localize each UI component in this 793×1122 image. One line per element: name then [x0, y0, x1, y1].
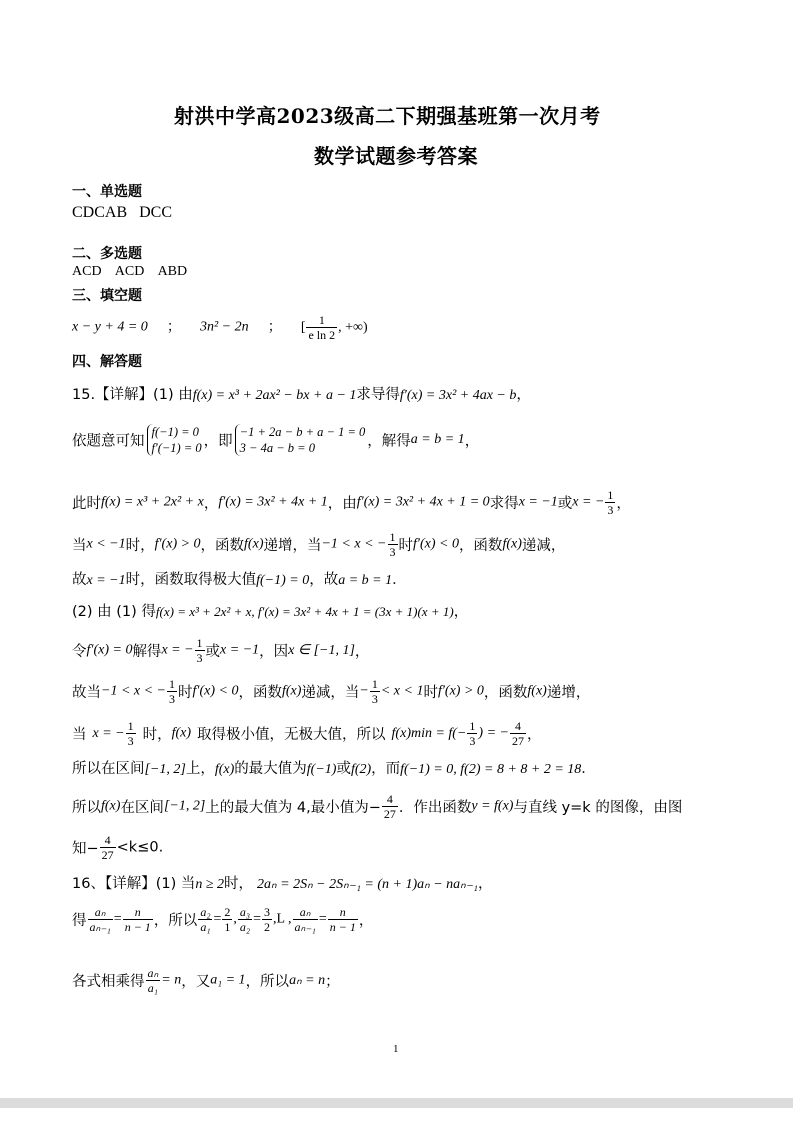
q16-line-3: 各式相乘得 $\frac{\text{aₙ}}{\text{a₁}}$ = n，又a₁ = 1，所以aₙ = n；: [72, 966, 340, 995]
q16-line-2: 得 $\frac{\text{aₙ}}{\text{aₙ₋₁}}$ = $\frac{n}{n - 1}$ ，所以 $\frac{\text{a₂}}{\text{a₁}}$ = $\frac{2}{1}$ , $\frac{\text{a₃}}{\text{a₂}}$ = $\frac{3}{2}$ ,L , $\frac{\text{aₙ}}{\text{aₙ₋₁}}$ = $\frac{n}{n - 1}$ ，: [72, 905, 374, 934]
q15-line-4: 当x < −1时，f′(x) > 0，函数f(x)递增，当−1 < x < − $\frac{1}{3}$ 时f′(x) < 0，函数f(x)递减，: [72, 530, 566, 559]
page-title: 射洪中学高2023级高二下期强基班第一次月考: [174, 104, 601, 128]
q15-line-9: 当 x = − $\frac{1}{3}$ 时，f(x) 取得极小值，无极大值，所以 f(x)min = f(− $\frac{1}{3}$ ) = − $\frac{4}{27}$ ，: [72, 719, 542, 748]
section-single-choice-heading: 一、单选题: [72, 184, 142, 200]
page-subtitle: 数学试题参考答案: [314, 144, 478, 168]
equation-system-2: −1 + 2a − b + a − 1 = 0 3 − 4a − b = 0: [235, 424, 366, 456]
q16-line-1: 16、【详解】(1) 当n ≥ 2时， 2aₙ = 2Sₙ − 2Sₙ₋₁ = (n + 1)aₙ − naₙ₋₁，: [72, 876, 493, 892]
q15-line-3: 此时f(x) = x³ + 2x² + x，f′(x) = 3x² + 4x + 1，由f′(x) = 3x² + 4x + 1 = 0求得x = −1或x = − $\frac{1}{3}$ ，: [72, 488, 631, 517]
section-multi-choice-heading: 二、多选题: [72, 246, 142, 262]
q15-line-2: 依题意可知 f(−1) = 0 f′(−1) = 0 ，即 −1 + 2a − b + a − 1 = 0 3 − 4a − b = 0 ，解得a = b = 1，: [72, 425, 480, 455]
q15-line-7: 令f′(x) = 0解得x = − $\frac{1}{3}$ 或x = −1，因x ∈ [−1, 1]，: [72, 636, 370, 665]
blank2-answer: 3n² − 2n: [199, 319, 249, 335]
single-choice-answers: CDCAB DCC: [72, 204, 173, 221]
blank3-answer: [ $\frac{1}{\text{e ln 2}}$ , +∞): [300, 313, 368, 342]
q15-line-12: 知− $\frac{4}{27}$ <k≤0.: [72, 833, 164, 862]
page-number: 1: [393, 1043, 399, 1055]
q15-line-5: 故x = −1时，函数取得极大值f(−1) = 0，故a = b = 1．: [72, 572, 407, 588]
multi-choice-answers: ACD ACD ABD: [72, 264, 188, 279]
q15-line-11: 所以f(x)在区间[−1, 2]上的最大值为 4,最小值为− $\frac{4}{27}$ ．作出函数y = f(x)与直线 y=k 的图像，由图: [72, 792, 683, 821]
fill-blank-answers: x − y + 4 = 0 ； 3n² − 2n ； [ $\frac{1}{\text{e ln 2}}$ , +∞): [72, 313, 368, 342]
page-bottom-border: [0, 1098, 793, 1108]
q15-line-8: 故当−1 < x < − $\frac{1}{3}$ 时f′(x) < 0，函数f(x)递减，当− $\frac{1}{3}$ < x < 1时f′(x) > 0，函数f(x)递增，: [72, 677, 591, 706]
blank1-answer: x − y + 4 = 0: [72, 319, 148, 335]
equation-system-1: f(−1) = 0 f′(−1) = 0: [147, 424, 202, 456]
q15-line-1: 15.【详解】(1) 由f(x) = x³ + 2ax² − bx + a − 1求导得f′(x) = 3x² + 4ax − b，: [72, 387, 531, 403]
q15-line-10: 所以在区间[−1, 2]上，f(x)的最大值为f(−1)或f(2)，而f(−1) = 0, f(2) = 8 + 8 + 2 = 18．: [72, 761, 596, 777]
q15-line-6: (2) 由 (1) 得f(x) = x³ + 2x² + x, f′(x) = 3x² + 4x + 1 = (3x + 1)(x + 1)，: [72, 604, 469, 620]
section-fill-blank-heading: 三、填空题: [72, 288, 142, 304]
section-solution-heading: 四、解答题: [72, 354, 142, 370]
